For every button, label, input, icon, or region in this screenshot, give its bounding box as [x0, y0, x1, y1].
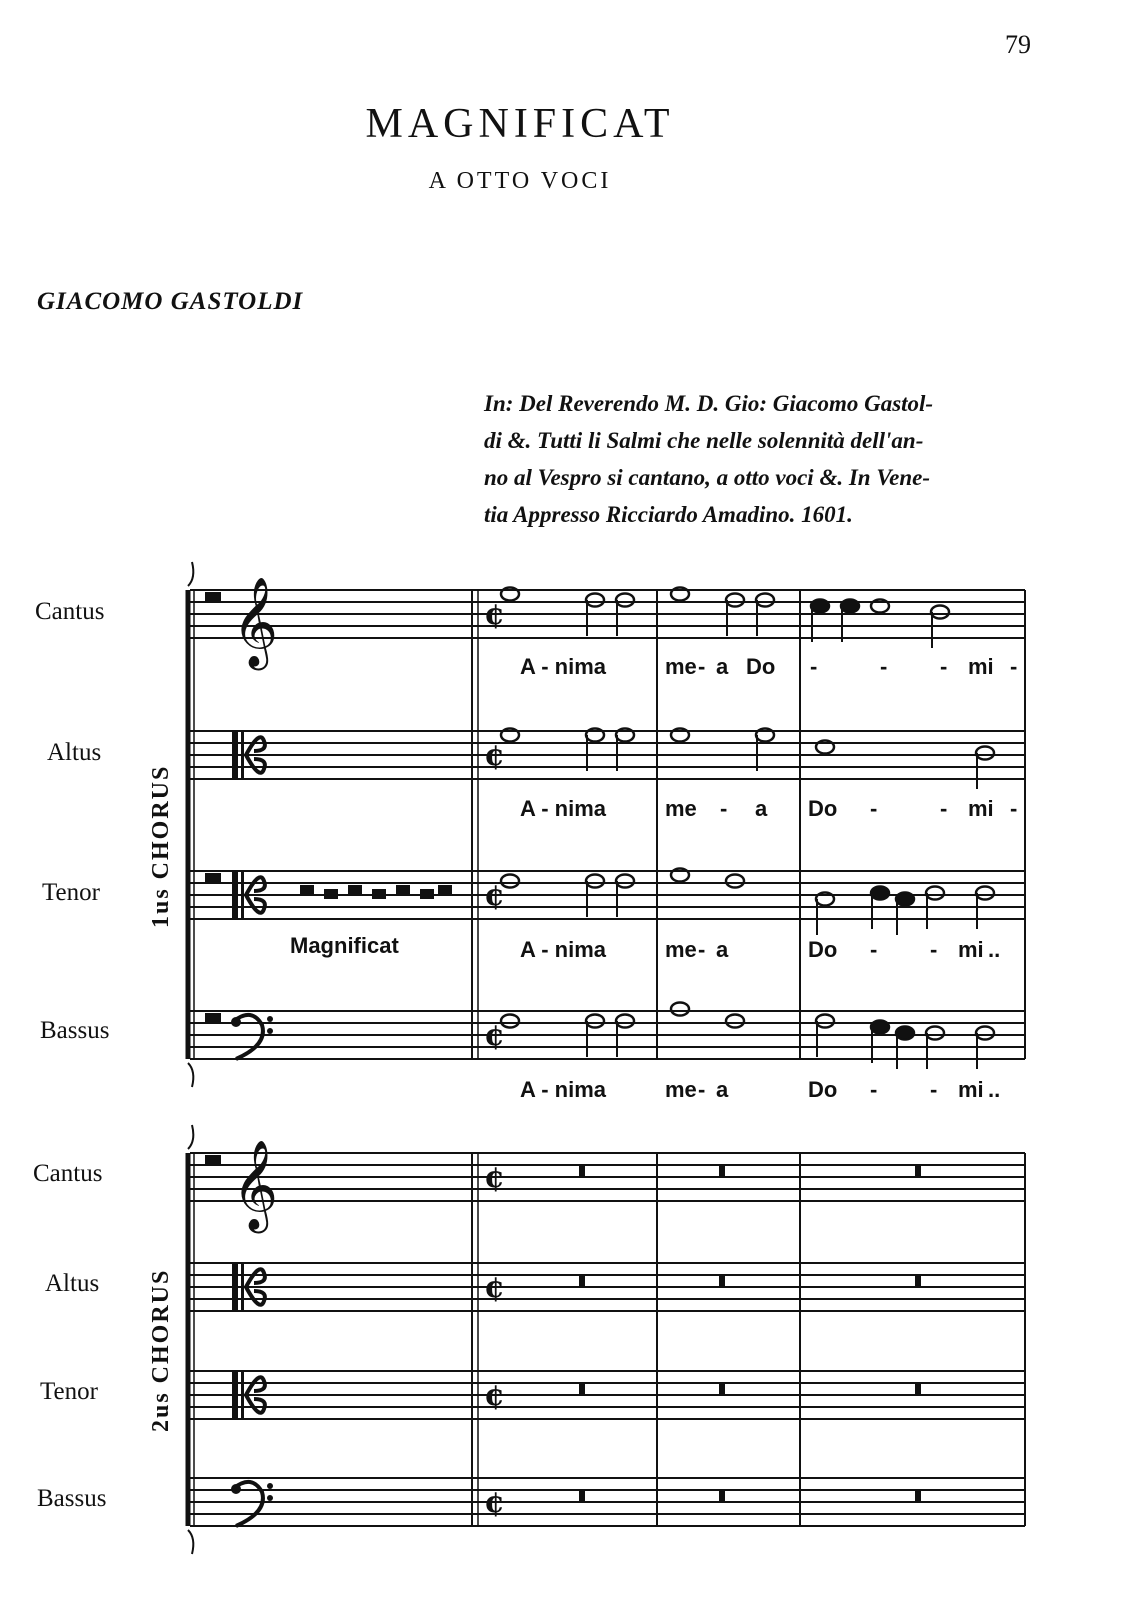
note-head [816, 1015, 834, 1028]
cut-time-icon: ¢ [484, 1270, 505, 1305]
note-head [616, 594, 634, 607]
bass-clef-icon [267, 1483, 273, 1489]
alto-clef-icon [241, 1263, 244, 1311]
note-head [616, 1015, 634, 1028]
bass-clef-icon [231, 1017, 241, 1027]
alto-clef-icon [241, 871, 244, 919]
voice-label-tenor-2: Tenor [40, 1378, 98, 1405]
cut-time-icon: ¢ [484, 1018, 505, 1053]
lyric-tenor-intonation: Magnificat [290, 933, 399, 958]
note-head [841, 600, 859, 613]
bass-clef-icon [231, 1484, 241, 1494]
breve-rest-icon [719, 1165, 725, 1177]
source-line: no al Vespro si cantano, a otto voci &. In Vene- [484, 465, 930, 490]
alto-clef-icon [241, 731, 244, 779]
page-number: 79 [1005, 30, 1031, 59]
breve-rest-icon [205, 873, 221, 884]
cut-time-icon: ¢ [484, 738, 505, 773]
breve-rest-icon [205, 1013, 221, 1024]
breve-rest-icon [372, 889, 386, 899]
treble-clef-icon: 𝄞 [232, 1140, 279, 1230]
treble-clef-icon: 𝄞 [232, 577, 279, 667]
alto-clef-icon [232, 1263, 238, 1311]
note-head [896, 1027, 914, 1040]
breve-rest-icon [915, 1490, 921, 1502]
page-subtitle: A OTTO VOCI [428, 168, 612, 194]
breve-rest-icon [915, 1275, 921, 1287]
voice-label-cantus-2: Cantus [33, 1160, 103, 1187]
note-head [756, 594, 774, 607]
note-head [726, 1015, 744, 1028]
breve-rest-icon [579, 1490, 585, 1502]
bracket-hook [188, 1125, 193, 1149]
bracket-hook [188, 1063, 193, 1087]
voice-label-altus-1: Altus [47, 739, 102, 766]
note-head [976, 887, 994, 900]
breve-rest-icon [915, 1165, 921, 1177]
voice-label-bassus-1: Bassus [40, 1017, 110, 1044]
source-line: In: Del Reverendo M. D. Gio: Giacomo Gastol- [484, 391, 934, 416]
note-head [726, 875, 744, 888]
bass-clef-icon [267, 1495, 273, 1501]
lyric-cantus: A - nima me - a Do - - - mi - [520, 654, 1018, 679]
source-line: di &. Tutti li Salmi che nelle solennità dell'an- [484, 428, 924, 453]
alto-clef-icon [232, 731, 238, 779]
cut-time-icon: ¢ [484, 1160, 505, 1195]
breve-rest-icon [579, 1383, 585, 1395]
note-head [976, 747, 994, 760]
bracket-hook [188, 1530, 193, 1554]
breve-rest-icon [579, 1275, 585, 1287]
note-head [586, 1015, 604, 1028]
source-line: tia Appresso Ricciardo Amadino. 1601. [484, 502, 853, 527]
note-head [926, 887, 944, 900]
cut-time-icon: ¢ [484, 1485, 505, 1520]
note-head [726, 594, 744, 607]
breve-rest-icon [205, 1155, 221, 1166]
alto-clef-icon [241, 1371, 244, 1419]
breve-rest-icon [719, 1383, 725, 1395]
composer-name: GIACOMO GASTOLDI [37, 288, 304, 315]
lyric-bassus: A - nima me - a Do - - mi .. [520, 1077, 1001, 1102]
breve-rest-icon [348, 885, 362, 895]
voice-label-cantus-1: Cantus [35, 598, 105, 625]
bracket-hook [188, 562, 193, 586]
note-head [586, 594, 604, 607]
lyric-tenor: A - nima me - a Do - - mi .. [520, 937, 1001, 962]
cut-time-icon: ¢ [484, 1378, 505, 1413]
note-head [931, 606, 949, 619]
lyric-altus: A - nima me - a Do - - mi - [520, 796, 1018, 821]
breve-rest-icon [205, 592, 221, 603]
breve-rest-icon [915, 1383, 921, 1395]
note-head [871, 887, 889, 900]
alto-clef-icon [232, 1371, 238, 1419]
page-title: MAGNIFICAT [365, 101, 675, 147]
breve-rest-icon [719, 1490, 725, 1502]
breve-rest-icon [579, 1165, 585, 1177]
breve-rest-icon [324, 889, 338, 899]
breve-rest-icon [719, 1275, 725, 1287]
chorus-label-2: 2us CHORUS [148, 1268, 174, 1432]
breve-rest-icon [438, 885, 452, 895]
note-head [896, 893, 914, 906]
breve-rest-icon [420, 889, 434, 899]
chorus-label-1: 1us CHORUS [148, 764, 174, 928]
note-head [616, 875, 634, 888]
note-head [926, 1027, 944, 1040]
note-head [976, 1027, 994, 1040]
breve-rest-icon [300, 885, 314, 895]
cut-time-icon: ¢ [484, 597, 505, 632]
voice-label-altus-2: Altus [45, 1270, 100, 1297]
bass-clef-icon [267, 1016, 273, 1022]
note-head [671, 1003, 689, 1016]
cut-time-icon: ¢ [484, 878, 505, 913]
bass-clef-icon [267, 1028, 273, 1034]
alto-clef-icon [232, 871, 238, 919]
note-head [586, 875, 604, 888]
voice-label-tenor-1: Tenor [42, 879, 100, 906]
note-head [811, 600, 829, 613]
note-head [871, 1021, 889, 1034]
voice-label-bassus-2: Bassus [37, 1485, 107, 1512]
breve-rest-icon [396, 885, 410, 895]
